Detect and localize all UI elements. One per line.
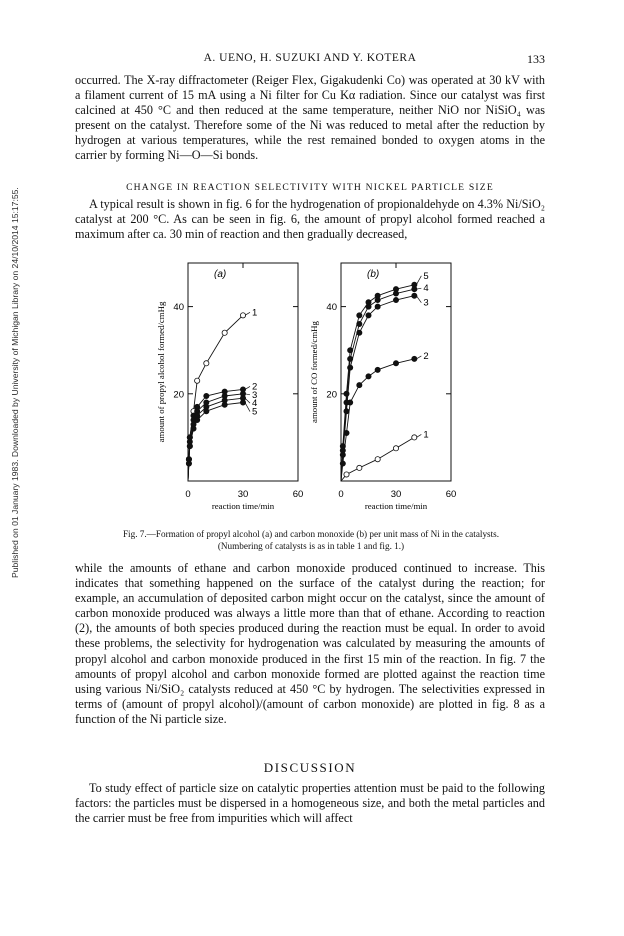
panel-b-data-point	[375, 457, 380, 462]
panel-b-data-point	[375, 304, 380, 309]
panel-b-data-point	[412, 356, 417, 361]
panel-b-series-leader-1	[416, 434, 421, 437]
panel-b-data-point	[357, 382, 362, 387]
panel-a-x-axis-label: reaction time/min	[211, 501, 275, 511]
panel-b-data-point	[366, 374, 371, 379]
panel-a-data-point	[204, 409, 209, 414]
panel-b-ytick-label: 20	[326, 389, 337, 401]
panel-a-xtick-label: 0	[185, 489, 191, 500]
panel-a-data-point	[240, 400, 245, 405]
panel-b-data-point	[412, 435, 417, 440]
panel-a-data-point	[195, 378, 200, 383]
panel-b-data-point	[393, 361, 398, 366]
figure-7-plots	[150, 255, 470, 520]
panel-b-series-label-1: 1	[423, 429, 429, 441]
panel-a-data-point	[191, 426, 196, 431]
panel-b-series-line-4	[341, 289, 414, 481]
panel-b-data-point	[344, 409, 349, 414]
panel-a-series-label-3: 3	[252, 389, 258, 401]
paragraph-selectivity: while the amounts of ethane and carbon monoxide produced continued to increase. This indicates that something happened on the surface of the catalyst during the reaction; for example, an accumulation of deposited carbon might occur on the catalyst, since the amount of carbon monoxide produced was always a little more than that of ethane. According to reaction (2), the amounts of both species produced during the reaction must be equal. In order to avoid these problems, the selectivity for hydrogenation was calculated by measuring the amounts of propyl alcohol and carbon monoxide produced in the first 15 min of the reaction. In fig. 7 the amounts of propyl alcohol and carbon monoxide formed are plotted against the reaction time using various Ni/SiO₂ catalysts reduced at 450 °C by hydrogen. The selectivities expressed in terms of (amount of propyl alcohol)/(amount of carbon monoxide) are plotted in fig. 8 as a function of the Ni particle size.	[75, 561, 545, 726]
paragraph-xray: occurred. The X-ray diffractometer (Reiger Flex, Gigakudenki Co) was operated at 30 kV with a filament current of 15 mA using a Ni filter for Cu Kα radiation. Since our catalyst was first calcined at 450 °C and then reduced at the same temperature, neither NiO nor NiSiO₄ was present on the catalyst. Therefore some of the Ni was reduced to metal after the reduction by hydrogen at various temperatures, while the rest remained bonded to oxygen atoms in the carrier by forming Ni—O—Si bonds.	[75, 73, 545, 163]
panel-b-data-point	[366, 313, 371, 318]
panel-a-series-label-1: 1	[252, 307, 258, 319]
panel-b-data-point	[340, 452, 345, 457]
panel-a-xtick-label: 30	[237, 489, 249, 500]
panel-b-x-axis-label: reaction time/min	[364, 501, 428, 511]
panel-b-data-point	[344, 430, 349, 435]
panel-a-frame	[188, 263, 298, 481]
panel-b-data-point	[348, 365, 353, 370]
panel-b-data-point	[393, 297, 398, 302]
panel-a-y-axis-label: amount of propyl alcohol formed/cmHg	[156, 301, 166, 443]
panel-a-data-point	[186, 461, 191, 466]
figure-7	[150, 255, 470, 520]
panel-a-letter: (a)	[214, 269, 227, 280]
panel-b-series-label-5: 5	[423, 270, 429, 282]
panel-b-series-label-2: 2	[423, 350, 429, 362]
panel-b-data-point	[375, 367, 380, 372]
panel-b-series-label-3: 3	[423, 297, 429, 309]
panel-a-data-point	[195, 417, 200, 422]
panel-b-letter: (b)	[367, 269, 380, 280]
panel-a-ytick-label: 20	[173, 389, 184, 401]
caption-line-1: Fig. 7.—Formation of propyl alcohol (a) and carbon monoxide (b) per unit mass of Ni in the catalysts.	[122, 529, 500, 539]
figure-caption	[78, 529, 544, 552]
panel-a-series-label-5: 5	[252, 406, 258, 418]
panel-a-data-point	[204, 361, 209, 366]
panel-b-data-point	[366, 304, 371, 309]
panel-b-data-point	[412, 293, 417, 298]
panel-b-data-point	[393, 446, 398, 451]
panel-b-data-point	[348, 400, 353, 405]
panel-b-data-point	[412, 287, 417, 292]
caption-line-2: (Numbering of catalysts is as in table 1 and fig. 1.)	[217, 540, 405, 551]
panel-a-data-point	[222, 330, 227, 335]
paragraph-typical-result: A typical result is shown in fig. 6 for the hydrogenation of propionaldehyde on 4.3% Ni/SiO₂ catalyst at 200 °C. As can be seen in fig. 6, the amount of propyl alcohol formed reached a maximum after ca. 30 min of reaction and then gradually decreased,	[75, 197, 545, 242]
discussion-heading: DISCUSSION	[263, 760, 357, 775]
panel-b-data-point	[357, 330, 362, 335]
panel-b-data-point	[375, 297, 380, 302]
panel-a-data-point	[240, 313, 245, 318]
panel-b-series-leader-5	[416, 276, 421, 285]
panel-b-series-line-3	[341, 296, 414, 481]
paragraph-discussion: To study effect of particle size on catalytic properties attention must be paid to the following factors: the particles must be dispersed in a homogeneous size, and both the metal particles and the carrier must be free from impurities which will affect	[75, 781, 545, 826]
panel-b-series-leader-2	[416, 356, 421, 359]
panel-b-data-point	[357, 321, 362, 326]
panel-a-data-point	[222, 402, 227, 407]
panel-a-data-point	[204, 393, 209, 398]
panel-b-series-label-4: 4	[423, 283, 429, 295]
panel-b-y-axis-label: amount of CO formed/cmHg	[309, 321, 319, 423]
panel-b-data-point	[340, 461, 345, 466]
panel-b-xtick-label: 0	[338, 489, 344, 500]
panel-b-series-line-2	[341, 359, 414, 481]
panel-a-ytick-label: 40	[173, 302, 184, 314]
running-header	[75, 52, 545, 68]
section-heading: CHANGE IN REACTION SELECTIVITY WITH NICKEL PARTICLE SIZE	[126, 182, 494, 193]
panel-a-series-leader-1	[245, 312, 250, 315]
panel-a-series-label-2: 2	[252, 381, 258, 393]
panel-b-data-point	[344, 472, 349, 477]
panel-a-series-line-1	[188, 315, 243, 481]
panel-b-xtick-label: 60	[445, 489, 457, 500]
panel-b-series-line-5	[341, 285, 414, 481]
panel-a-xtick-label: 60	[292, 489, 304, 500]
panel-b-data-point	[357, 313, 362, 318]
panel-b-xtick-label: 30	[390, 489, 402, 500]
panel-b-data-point	[357, 465, 362, 470]
panel-a-data-point	[187, 444, 192, 449]
panel-b-series-leader-3	[416, 296, 421, 303]
download-watermark: Published on 01 January 1983. Downloaded by University of Michigan Library on 24/10/2014 15:17:55.	[10, 187, 20, 578]
panel-b-data-point	[393, 291, 398, 296]
panel-a-series-leader-5	[245, 403, 250, 412]
page-number: 133	[527, 52, 545, 66]
panel-a-series-label-4: 4	[252, 398, 258, 410]
header-authors: A. UENO, H. SUZUKI AND Y. KOTERA	[203, 52, 417, 64]
panel-b-ytick-label: 40	[326, 302, 337, 314]
panel-a-series-leader-2	[245, 386, 250, 389]
